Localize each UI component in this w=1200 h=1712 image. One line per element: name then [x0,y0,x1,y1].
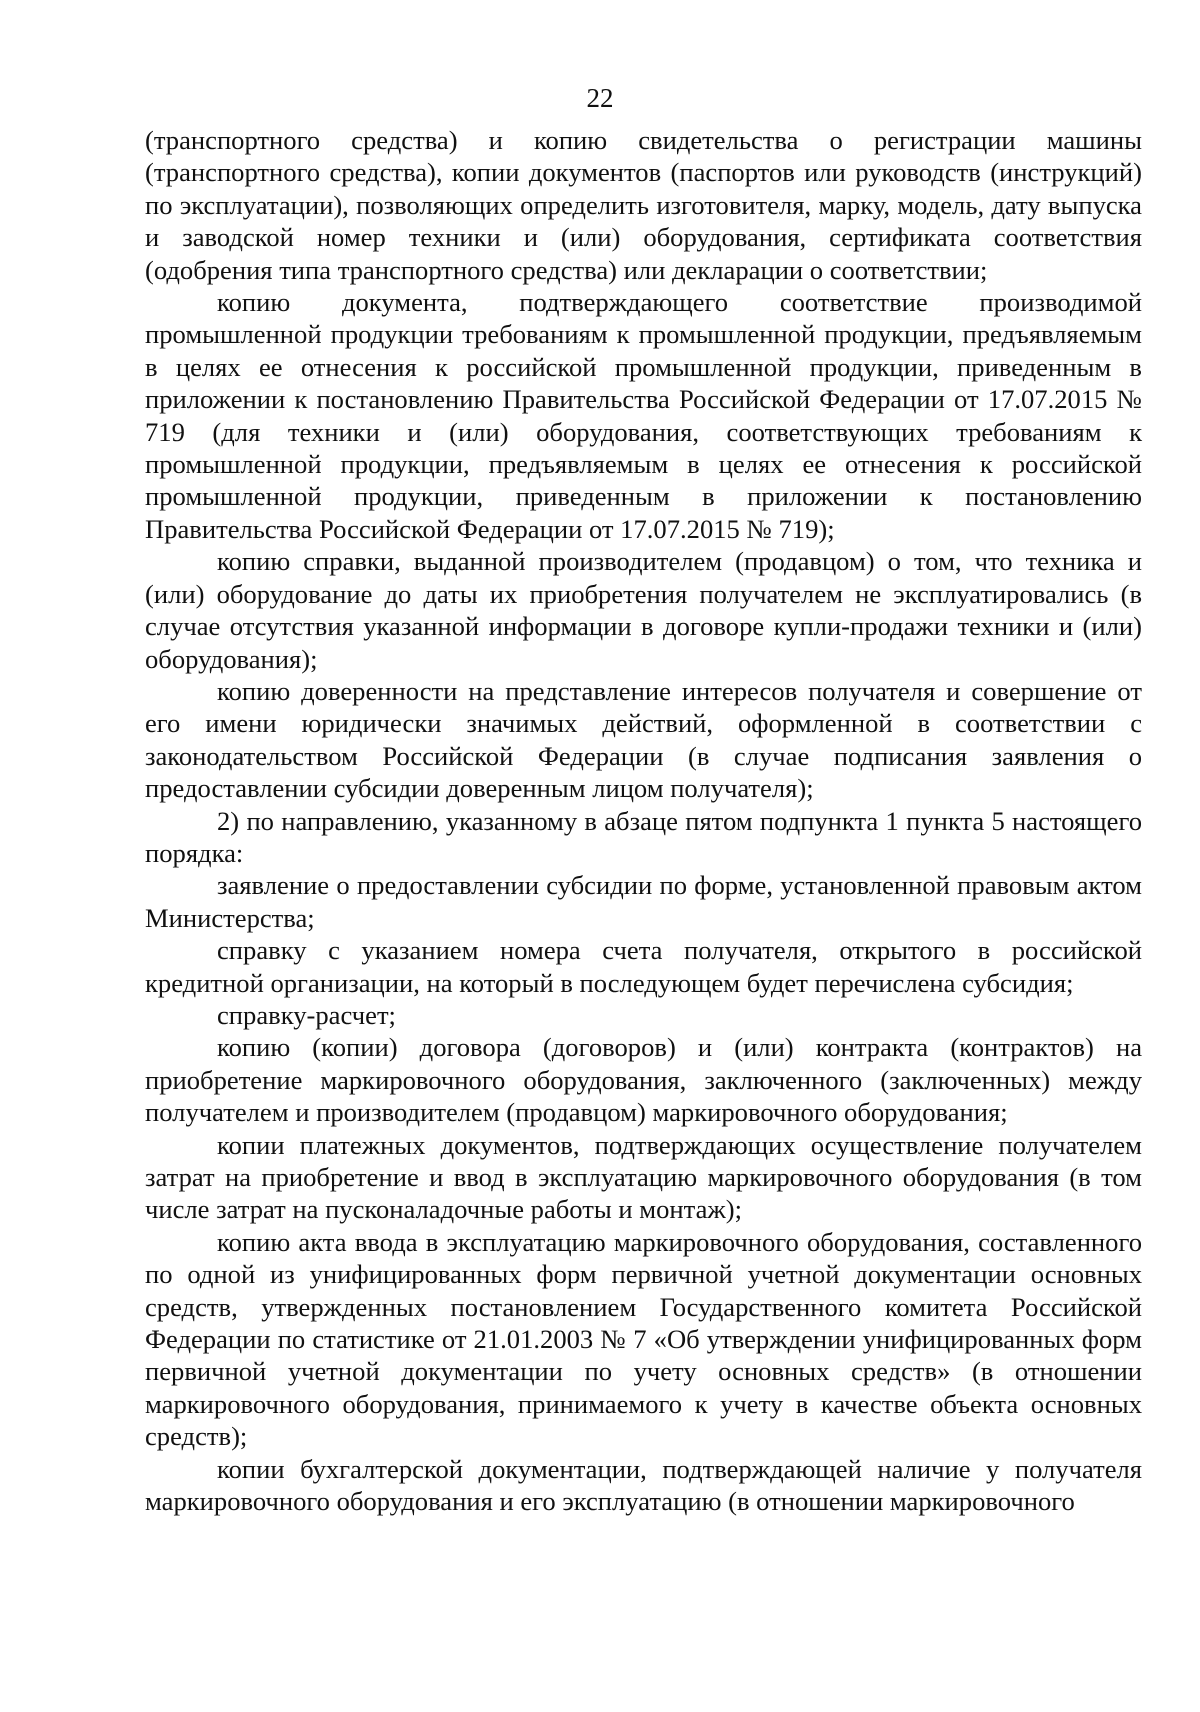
paragraph-8: справку-расчет; [217,999,396,1030]
paragraph-10: копии платежных документов, подтверждающих осуществление получателем затрат на приобретение и ввод в эксплуатацию маркировочного оборудования (в том числе затрат на пусконаладочные работы и монтаж); [145,1129,1142,1225]
paragraph-6: заявление о предоставлении субсидии по форме, установленной правовым актом Министерства; [145,870,1142,933]
paragraph-3: копию справки, выданной производителем (продавцом) о том, что техника и (или) оборудование до даты их приобретения получателем не эксплуатировались (в случае отсутствия указанной информации в договоре купли-продажи техники и (или) оборудования); [145,546,1142,674]
paragraph-4: копию доверенности на представление интересов получателя и совершение от его имени юридически значимых действий, оформленной в соответствии с законодательством Российской Федерации (в случае подписания заявления о предоставлении субсидии доверенным лицом получателя); [145,675,1142,804]
paragraph-11: копию акта ввода в эксплуатацию маркировочного оборудования, составленного по одной из унифицированных форм первичной учетной документации основных средств, утвержденных постановлением Государственного комитета Российской Федерации по статистике от 21.01.2003 № 7 «Об утверждении унифицированных форм первичной учетной документации по учету основных средств» (в отношении маркировочного оборудования, принимаемого к учету в качестве объекта основных средств); [145,1226,1142,1452]
paragraph-9: копию (копии) договора (договоров) и (или) контракта (контрактов) на приобретение маркировочного оборудования, заключенного (заключенных) между получателем и производителем (продавцом) маркировочного оборудования; [145,1032,1142,1128]
page-number: 22 [586,83,614,113]
document-body [145,124,1142,1517]
paragraph-12: копии бухгалтерской документации, подтверждающей наличие у получателя маркировочного оборудования и его эксплуатацию (в отношении маркировочного [145,1453,1142,1517]
paragraph-7: справку с указанием номера счета получателя, открытого в российской кредитной организации, на который в последующем будет перечислена субсидия; [145,935,1142,998]
paragraph-1: (транспортного средства) и копию свидетельства о регистрации машины (транспортного средства), копии документов (паспортов или руководств (инструкций) по эксплуатации), позволяющих определить изготовителя, марку, модель, дату выпуска и заводской номер техники и (или) оборудования, сертификата соответствия (одобрения типа транспортного средства) или декларации о соответствии; [145,125,1142,285]
paragraph-5: 2) по направлению, указанному в абзаце пятом подпункта 1 пункта 5 настоящего порядка: [145,805,1142,868]
paragraph-2: копию документа, подтверждающего соответствие производимой промышленной продукции требованиям к промышленной продукции, предъявляемым в целях ее отнесения к российской промышленной продукции, приведенным в приложении к постановлению Правительства Российской Федерации от 17.07.2015 № 719 (для техники и (или) оборудования, соответствующих требованиям к промышленной продукции, предъявляемым в целях ее отнесения к российской промышленной продукции, приведенным в приложении к постановлению Правительства Российской Федерации от 17.07.2015 № 719); [145,287,1142,544]
